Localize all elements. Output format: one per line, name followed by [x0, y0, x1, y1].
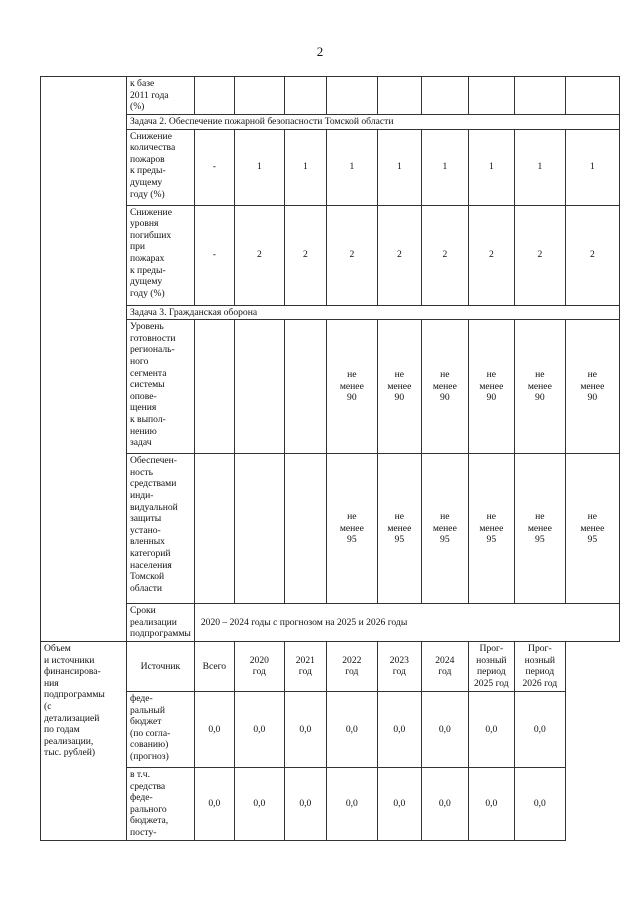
table-row-fires: [41, 129, 620, 205]
value-cell: 2: [565, 205, 619, 305]
header-2021: 2021 год: [284, 641, 326, 691]
header-source: Источник: [127, 641, 195, 691]
value-cell: 0,0: [194, 691, 234, 767]
indicator-cell: к базе 2011 года (%): [127, 77, 195, 115]
value-cell: [194, 320, 234, 454]
value-cell: 1: [326, 129, 377, 205]
value-cell: 0,0: [514, 691, 565, 767]
value-cell: 0,0: [468, 691, 514, 767]
value-cell: 0,0: [377, 767, 421, 840]
value-cell: 0,0: [468, 767, 514, 840]
header-2024: 2024 год: [421, 641, 468, 691]
source-cell: феде- ральный бюджет (по согла- сованию) (прогноз): [127, 691, 195, 767]
value-cell: 0,0: [326, 691, 377, 767]
value-cell: 0,0: [326, 767, 377, 840]
table-row-base-2011: [41, 77, 620, 115]
value-cell: -: [194, 205, 234, 305]
value-cell: [194, 454, 234, 604]
value-cell: не менее 95: [565, 454, 619, 604]
value-cell: 2: [468, 205, 514, 305]
terms-label: Сроки реализации подпрограммы: [127, 604, 195, 642]
task-3-row: [41, 305, 620, 320]
header-2026: Прог- нозный период 2026 год: [514, 641, 565, 691]
empty-label-cell: [41, 77, 127, 642]
table-row-protection: [41, 454, 620, 604]
value-cell: 2: [421, 205, 468, 305]
task-2-title: Задача 2. Обеспечение пожарной безопасности Томской области: [127, 115, 620, 130]
value-cell: 0,0: [421, 767, 468, 840]
value-cell: не менее 95: [377, 454, 421, 604]
value-cell: 2: [514, 205, 565, 305]
value-cell: не менее 90: [421, 320, 468, 454]
table-row-terms: [41, 604, 620, 642]
value-cell: 0,0: [421, 691, 468, 767]
value-cell: 0,0: [514, 767, 565, 840]
value-cell: 2: [284, 205, 326, 305]
value-cell: 1: [468, 129, 514, 205]
value-cell: 0,0: [377, 691, 421, 767]
value-cell: не менее 90: [468, 320, 514, 454]
indicator-cell: Обеспечен- ность средствами инди- видуальной защиты устано- вленных категорий населения Томской области: [127, 454, 195, 604]
value-cell: 0,0: [284, 767, 326, 840]
value-cell: не менее 90: [514, 320, 565, 454]
value-cell: не менее 90: [377, 320, 421, 454]
value-cell: 1: [565, 129, 619, 205]
value-cell: 1: [514, 129, 565, 205]
header-2023: 2023 год: [377, 641, 421, 691]
header-total: Всего: [194, 641, 234, 691]
passport-table: [40, 76, 620, 841]
table-row-federal: [41, 691, 620, 767]
page-number: 2: [316, 44, 324, 59]
value-cell: 0,0: [234, 767, 284, 840]
value-cell: [234, 454, 284, 604]
header-2025: Прог- нозный период 2025 год: [468, 641, 514, 691]
value-cell: не менее 90: [565, 320, 619, 454]
task-2-row: [41, 115, 620, 130]
indicator-cell: Снижение количества пожаров к преды- дущему году (%): [127, 129, 195, 205]
task-3-title: Задача 3. Гражданская оборона: [127, 305, 620, 320]
value-cell: 0,0: [194, 767, 234, 840]
value-cell: не менее 95: [326, 454, 377, 604]
value-cell: 2: [326, 205, 377, 305]
value-cell: не менее 95: [468, 454, 514, 604]
indicator-cell: Снижение уровня погибших при пожарах к преды- дущему году (%): [127, 205, 195, 305]
value-cell: 1: [284, 129, 326, 205]
funding-header-row: [41, 641, 620, 691]
header-2020: 2020 год: [234, 641, 284, 691]
value-cell: 0,0: [284, 691, 326, 767]
indicator-cell: Уровень готовности региональ- ного сегмента системы опове- щения к выпол- нению задач: [127, 320, 195, 454]
funding-label: Объем и источники финансирова- ния подпрограммы (с детализацией по годам реализации, тыс. рублей): [41, 641, 127, 840]
value-cell: 1: [234, 129, 284, 205]
value-cell: 1: [377, 129, 421, 205]
value-cell: не менее 90: [326, 320, 377, 454]
value-cell: [284, 454, 326, 604]
value-cell: 0,0: [234, 691, 284, 767]
table-row-deaths: [41, 205, 620, 305]
value-cell: 2: [234, 205, 284, 305]
table-row-warning: [41, 320, 620, 454]
terms-text: 2020 – 2024 годы с прогнозом на 2025 и 2026 годы: [194, 604, 619, 642]
value-cell: -: [194, 129, 234, 205]
source-cell: в т.ч. средства феде- рального бюджета, посту-: [127, 767, 195, 840]
value-cell: [234, 320, 284, 454]
value-cell: 2: [377, 205, 421, 305]
table-row-federal-incl: [41, 767, 620, 840]
value-cell: не менее 95: [514, 454, 565, 604]
value-cell: 1: [421, 129, 468, 205]
value-cell: не менее 95: [421, 454, 468, 604]
value-cell: [284, 320, 326, 454]
header-2022: 2022 год: [326, 641, 377, 691]
